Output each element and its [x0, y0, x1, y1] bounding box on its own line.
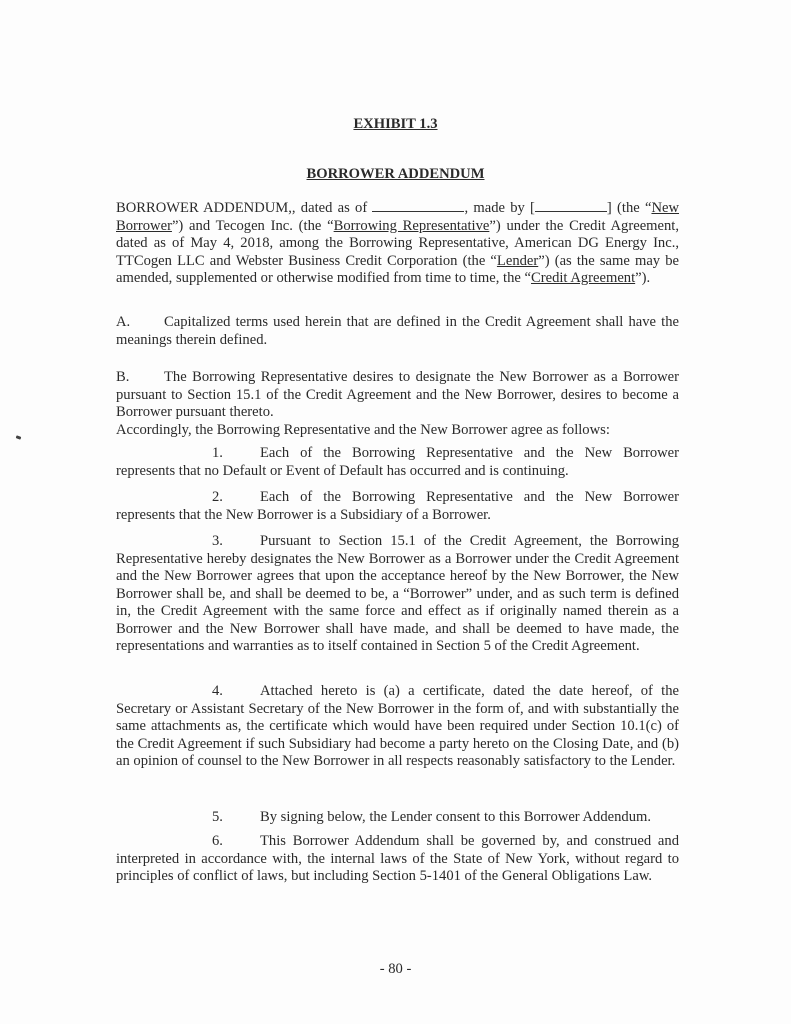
- item-number: 5.: [212, 809, 223, 825]
- page-number: - 80 -: [379, 961, 412, 977]
- accordingly-paragraph: Accordingly, the Borrowing Representative and the New Borrower agree as follows:: [116, 422, 610, 438]
- intro-text-5: ”) under the Credit Agreement, dated as of May 4, 2018, among the Borrowing Representative, American DG Energy Inc., TTCogen LLC and Webster Business Credit Corporation (the “: [116, 217, 679, 269]
- intro-text-6: ”) (as the same may be amended, supplemented or otherwise modified from time to time, the “: [116, 252, 680, 286]
- defined-term-credit-agreement: Credit Agreement: [531, 270, 636, 286]
- recital-b: [116, 369, 679, 422]
- item-text: Pursuant to Section 15.1 of the Credit Agreement, the Borrowing Representative hereby designates the New Borrower as a Borrower under the Credit Agreement and the New Borrower agrees that upon the acceptance hereof by the New Borrower, the New Borrower shall be, and shall be deemed to be, a “Borrower” under, and as such term is defined in, the Credit Agreement with the same force and effect as if originally named therein as a Borrower and the New Borrower shall have made, and shall be deemed to have made, the representations and warranties as to itself contained in Section 5 of the Credit Agreement.: [116, 533, 679, 654]
- numbered-item: [116, 489, 679, 524]
- intro-paragraph: [116, 199, 679, 288]
- intro-text-3: ] (the “: [606, 200, 652, 216]
- exhibit-title: EXHIBIT 1.3: [353, 116, 438, 132]
- numbered-item: [116, 809, 679, 827]
- recital-a: [116, 314, 679, 349]
- borrower-name-blank: [535, 199, 607, 212]
- numbered-item: [116, 533, 679, 656]
- item-number: 2.: [212, 489, 223, 505]
- intro-text-1: BORROWER ADDENDUM,, dated as of: [116, 200, 373, 216]
- item-text: By signing below, the Lender consent to this Borrower Addendum.: [260, 809, 651, 825]
- intro-text-4: ”) and Tecogen Inc. (the “: [171, 217, 334, 234]
- item-number: 3.: [212, 533, 223, 549]
- defined-term-new-borrower: New Borrower: [116, 200, 680, 234]
- item-number: 4.: [212, 683, 223, 699]
- item-text: Each of the Borrowing Representative and the New Borrower represents that no Default or Event of Default has occurred and is continuing.: [116, 445, 679, 479]
- recital-label: A.: [116, 314, 131, 330]
- item-number: 1.: [212, 445, 223, 461]
- intro-text-2: , made by [: [464, 200, 535, 216]
- item-text: This Borrower Addendum shall be governed by, and construed and interpreted in accordance with, the internal laws of the State of New York, without regard to principles of conflict of laws, but including Section 5-1401 of the General Obligations Law.: [116, 833, 679, 884]
- date-blank: [372, 199, 464, 212]
- numbered-item: [116, 683, 679, 771]
- recital-label: B.: [116, 369, 130, 385]
- addendum-title: BORROWER ADDENDUM: [306, 166, 485, 182]
- item-text: Attached hereto is (a) a certificate, dated the date hereof, of the Secretary or Assistant Secretary of the New Borrower in the form of, and with substantially the same attachments as, the certificate which would have been required under Section 10.1(c) of the Credit Agreement if such Subsidiary had become a party hereto on the Closing Date, and (b) an opinion of counsel to the New Borrower in all respects reasonably satisfactory to the Lender.: [116, 683, 679, 769]
- recital-text: Capitalized terms used herein that are defined in the Credit Agreement shall have the meanings therein defined.: [116, 314, 679, 348]
- scan-artifact: [16, 435, 22, 440]
- defined-term-borrowing-representative: Borrowing Representative: [333, 217, 490, 234]
- numbered-item: [116, 445, 679, 480]
- item-number: 6.: [212, 833, 223, 849]
- defined-term-lender: Lender: [496, 252, 539, 269]
- intro-text-7: ”).: [635, 270, 651, 286]
- item-text: Each of the Borrowing Representative and the New Borrower represents that the New Borrower is a Subsidiary of a Borrower.: [116, 489, 679, 523]
- numbered-item: [116, 833, 679, 886]
- recital-text: The Borrowing Representative desires to designate the New Borrower as a Borrower pursuant to Section 15.1 of the Credit Agreement and the New Borrower, desires to become a Borrower pursuant thereto.: [116, 369, 679, 420]
